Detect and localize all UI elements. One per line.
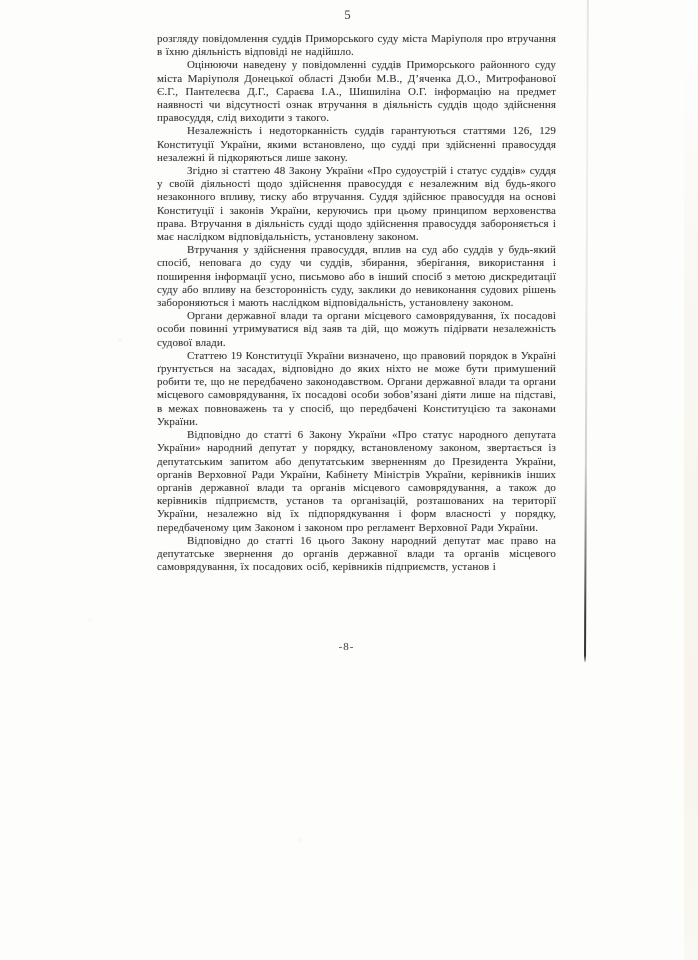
paragraph: Відповідно до статті 16 цього Закону народний депутат має право на депутатське звернення до органів державної влади та органів місцевого самоврядування, їх посадових осіб, керівників підприємств, установ і [157,534,556,574]
scan-shading-artifact [684,60,698,960]
paragraph: Незалежність і недоторканність суддів гарантуються статтями 126, 129 Конституції України, якими встановлено, що судді при здійсненні правосуддя незалежні й підкоряються лише закону. [157,125,556,164]
paragraph: Статтею 19 Конституції України визначено, що правовий порядок в Україні ґрунтується на засадах, відповідно до яких ніхто не може бути примушений робити те, що не передбачено законодавством. Органи державної влади та органи місцевого самоврядування, їх посадові особи зобов’язані діяти лише на підставі, в межах повноважень та у спосіб, що передбачені Конституцією та законами України. [157,349,556,428]
paragraph: Органи державної влади та органи місцевого самоврядування, їх посадові особи повинні утримуватися від заяв та дій, що можуть підірвати незалежність судової влади. [157,310,556,349]
paragraph: Згідно зі статтею 48 Закону України «Про судоустрій і статус суддів» суддя у своїй діяльності щодо здійснення правосуддя є незалежним від будь-якого незаконного впливу, тиску або втручання. Суддя здійснює правосуддя на основі Конституції і законів України, керуючись при цьому принципом верховенства права. Втручання в діяльність судді щодо здійснення правосуддя забороняється і має наслідком відповідальність, установлену законом. [157,165,556,244]
paragraph: Відповідно до статті 6 Закону України «Про статус народного депутата України» народний депутат у порядку, встановленому законом, звертається із депутатським запитом або депутатським зверненням до Президента України, органів Верховної Ради України, Кабінету Міністрів України, керівників інших органів державної влади та органів місцевого самоврядування, а також до керівників підприємств, установ та організацій, розташованих на території України, незалежно від їх підпорядкування і форм власності у порядку, передбаченому цим Законом і законом про регламент Верховної Ради України. [157,429,556,534]
paragraph: Оцінюючи наведену у повідомленні суддів Приморського районного суду міста Маріуполя Донецької області Дзюби М.В., Д’яченка Д.О., Митрофанової Є.Г., Пантелеєва Д.Г., Сараєва І.А., Шишиліна О.Г. інформацію на предмет наявності чи відсутності ознак втручання в діяльність суддів щодо здійснення правосуддя, слід виходити з такого. [157,59,556,125]
paragraph: Втручання у здійснення правосуддя, вплив на суд або суддів у будь-який спосіб, неповага до суду чи суддів, збирання, зберігання, використання і поширення інформації усно, письмово або в інший спосіб з метою дискредитації суду або впливу на безсторонність суду, заклики до невиконання судових рішень забороняються і мають наслідком відповідальність, установлену законом. [157,244,556,310]
page-number-bottom: -8- [338,641,355,653]
scan-edge-artifact [584,0,589,662]
page-number-top: 5 [344,8,351,22]
paragraph: розгляду повідомлення суддів Приморського суду міста Маріуполя про втручання в їхню діяльність відповіді не надійшло. [157,33,556,59]
document-body [157,33,556,574]
